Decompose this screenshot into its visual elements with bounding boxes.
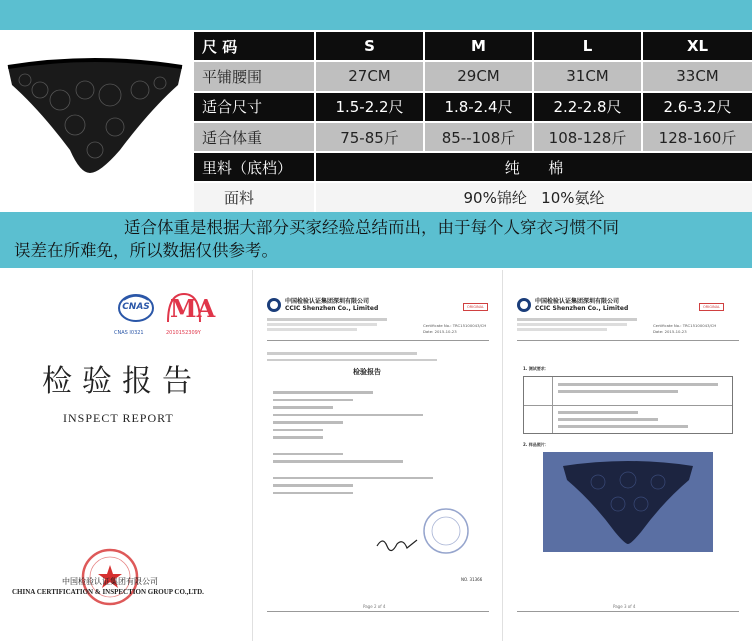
- report-title: 检验报告: [42, 364, 202, 399]
- divider: [267, 611, 489, 612]
- waist-label: 平铺腰围: [193, 61, 315, 91]
- report-subtitle: INSPECT REPORT: [63, 411, 174, 425]
- divider: [517, 611, 739, 612]
- size-header-row: [193, 31, 752, 61]
- fit-weight-label: 适合体重: [193, 122, 315, 152]
- size-table: [192, 30, 752, 214]
- inspection-seal-icon: [421, 506, 471, 556]
- table-cell: 1.8-2.4尺: [424, 92, 533, 122]
- table-cell: 2.2-2.8尺: [533, 92, 642, 122]
- size-l: L: [533, 31, 642, 61]
- company-name-cn: 中国检验认证集团深圳有限公司: [285, 298, 370, 305]
- page-header: [517, 298, 628, 312]
- accreditation-logos: [114, 290, 216, 336]
- company-address: [267, 318, 407, 331]
- ic-number: NO. 31366: [461, 577, 483, 582]
- report-fields: [273, 388, 433, 494]
- test-requirements-heading: 1. 测试要求：: [523, 366, 549, 371]
- table-cell: 31CM: [533, 61, 642, 91]
- size-label: 尺 码: [193, 31, 315, 61]
- table-cell: 108-128斤: [533, 122, 642, 152]
- disclaimer-banner: [0, 212, 752, 268]
- size-m: M: [424, 31, 533, 61]
- report-cover: [0, 270, 250, 641]
- company-address: [517, 318, 657, 331]
- table-cell: 128-160斤: [642, 122, 752, 152]
- size-s: S: [315, 31, 424, 61]
- fit-weight-row: [193, 122, 752, 152]
- product-photo: [0, 55, 190, 185]
- sample-photo-heading: 2. 样品照片：: [523, 442, 549, 447]
- cnas-logo: [114, 290, 154, 336]
- certificate-info: Certificate No.: TRC15100043/CH Date: 2015-10-23: [423, 323, 487, 334]
- report-page-3: [502, 270, 752, 641]
- company-name-cn: 中国检验认证集团深圳有限公司: [535, 298, 620, 305]
- fit-size-label: 适合尺寸: [193, 92, 315, 122]
- ma-code: 2010152309Y: [166, 330, 201, 336]
- ma-text: MA: [170, 294, 216, 323]
- waist-row: [193, 61, 752, 91]
- disclaimer-line-2: 误差在所难免，所以数据仅供参考。: [14, 241, 278, 260]
- page-header: [267, 298, 378, 312]
- company-name-en: CCIC Shenzhen Co., Limited: [285, 305, 379, 312]
- table-cell: 27CM: [315, 61, 424, 91]
- fabric-row: [193, 182, 752, 212]
- signature-icon: [373, 532, 423, 554]
- table-cell: 85--108斤: [424, 122, 533, 152]
- ccic-logo-icon: [267, 298, 281, 312]
- report-page-2: [252, 270, 502, 641]
- lining-row: [193, 152, 752, 182]
- original-badge: ORIGINAL: [463, 303, 488, 311]
- divider: [517, 340, 739, 341]
- page-number: Page 3 of 4: [613, 604, 636, 609]
- org-name-en: CHINA CERTIFICATION & INSPECTION GROUP CO.,LTD.: [12, 588, 204, 596]
- fit-size-row: [193, 92, 752, 122]
- table-cell: 33CM: [642, 61, 752, 91]
- size-xl: XL: [642, 31, 752, 61]
- cnas-text: CNAS: [122, 302, 150, 312]
- table-cell: 2.6-3.2尺: [642, 92, 752, 122]
- page-number: Page 2 of 4: [363, 604, 386, 609]
- table-cell: 29CM: [424, 61, 533, 91]
- test-requirements-table: [523, 376, 733, 434]
- fabric-value: 90%锦纶 10%氨纶: [315, 182, 752, 212]
- original-badge: ORIGINAL: [699, 303, 724, 311]
- ccic-logo-icon: [517, 298, 531, 312]
- org-name-cn: 中国检验认证集团有限公司: [62, 577, 158, 586]
- ma-logo: [164, 290, 216, 336]
- certificate-section: [0, 270, 752, 641]
- lining-value: 纯 棉: [315, 152, 752, 182]
- table-cell: 75-85斤: [315, 122, 424, 152]
- size-chart-section: [0, 0, 752, 212]
- fabric-label: 面料: [193, 182, 315, 212]
- table-cell: 1.5-2.2尺: [315, 92, 424, 122]
- certificate-info: Certificate No.: TRC15100043/CH Date: 2015-10-23: [653, 323, 717, 334]
- top-color-strip: [0, 0, 752, 30]
- sample-photo: [543, 452, 713, 552]
- client-info: [267, 352, 467, 361]
- page2-title: 检验报告: [353, 368, 381, 376]
- lining-label: 里料（底档）: [193, 152, 315, 182]
- cnas-code: CNAS I0321: [114, 330, 144, 336]
- company-name-en: CCIC Shenzhen Co., Limited: [535, 305, 629, 312]
- divider: [267, 340, 489, 341]
- disclaimer-line-1: 适合体重是根据大部分买家经验总结而出，由于每个人穿衣习惯不同: [124, 218, 619, 237]
